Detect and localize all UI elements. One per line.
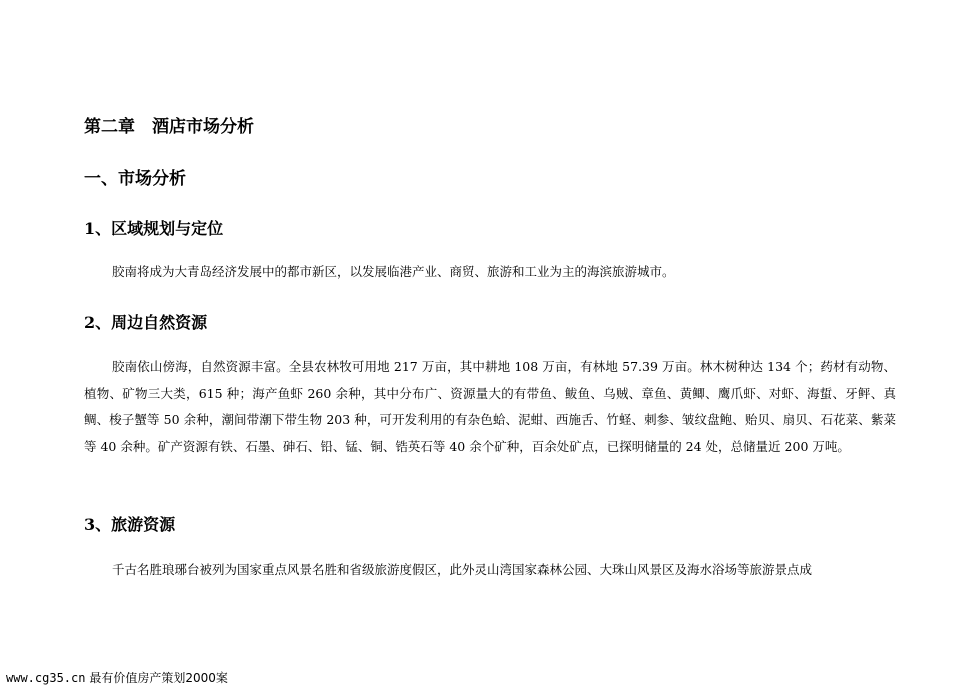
footer-slogan: 最有价值房产策划2000案: [89, 671, 228, 685]
paragraph-tourism-resources: 千古名胜琅琊台被列为国家重点风景名胜和省级旅游度假区，此外灵山湾国家森林公园、大珠山风景区及海水浴场等旅游景点成: [112, 562, 813, 577]
page-footer: [6, 669, 228, 686]
paragraph-regional-planning: 胶南将成为大青岛经济发展中的都市新区，以发展临港产业、商贸、旅游和工业为主的海滨旅游城市。: [112, 264, 675, 279]
section-title: 一、市场分析: [84, 169, 186, 189]
subsection-heading-natural-resources: 2、周边自然资源: [84, 313, 208, 332]
paragraph-natural-resources: 胶南依山傍海，自然资源丰富。全县农林牧可用地 217 万亩，其中耕地 108 万亩，有林地 57.39 万亩。林木树种达 134 个；药材有动物、植物、矿物三大类，615 种；海产鱼虾 260 余种，其中分布广、资源量大的有带鱼、鲅鱼、乌贼、章鱼、黄鲫、鹰爪虾、对虾、海蜇、牙鲆、真鲷、梭子蟹等 50 余种，潮间带潮下带生物 203 种，可开发利用的有杂色蛤、泥蚶、西施舌、竹蛏、刺参、皱纹盘鲍、贻贝、扇贝、石花菜、紫菜等 40 余种。矿产资源有铁、石墨、砷石、铅、锰、铜、锆英石等 40 余个矿种，百余处矿点，已探明储量的 24 处，总储量近 200 万吨。: [84, 359, 896, 454]
subsection-heading-tourism-resources: 3、旅游资源: [84, 515, 176, 534]
chapter-title: 第二章 酒店市场分析: [84, 117, 254, 137]
footer-site-link[interactable]: www.cg35.cn: [6, 671, 86, 685]
subsection-heading-regional-planning: 1、区域规划与定位: [84, 219, 224, 238]
